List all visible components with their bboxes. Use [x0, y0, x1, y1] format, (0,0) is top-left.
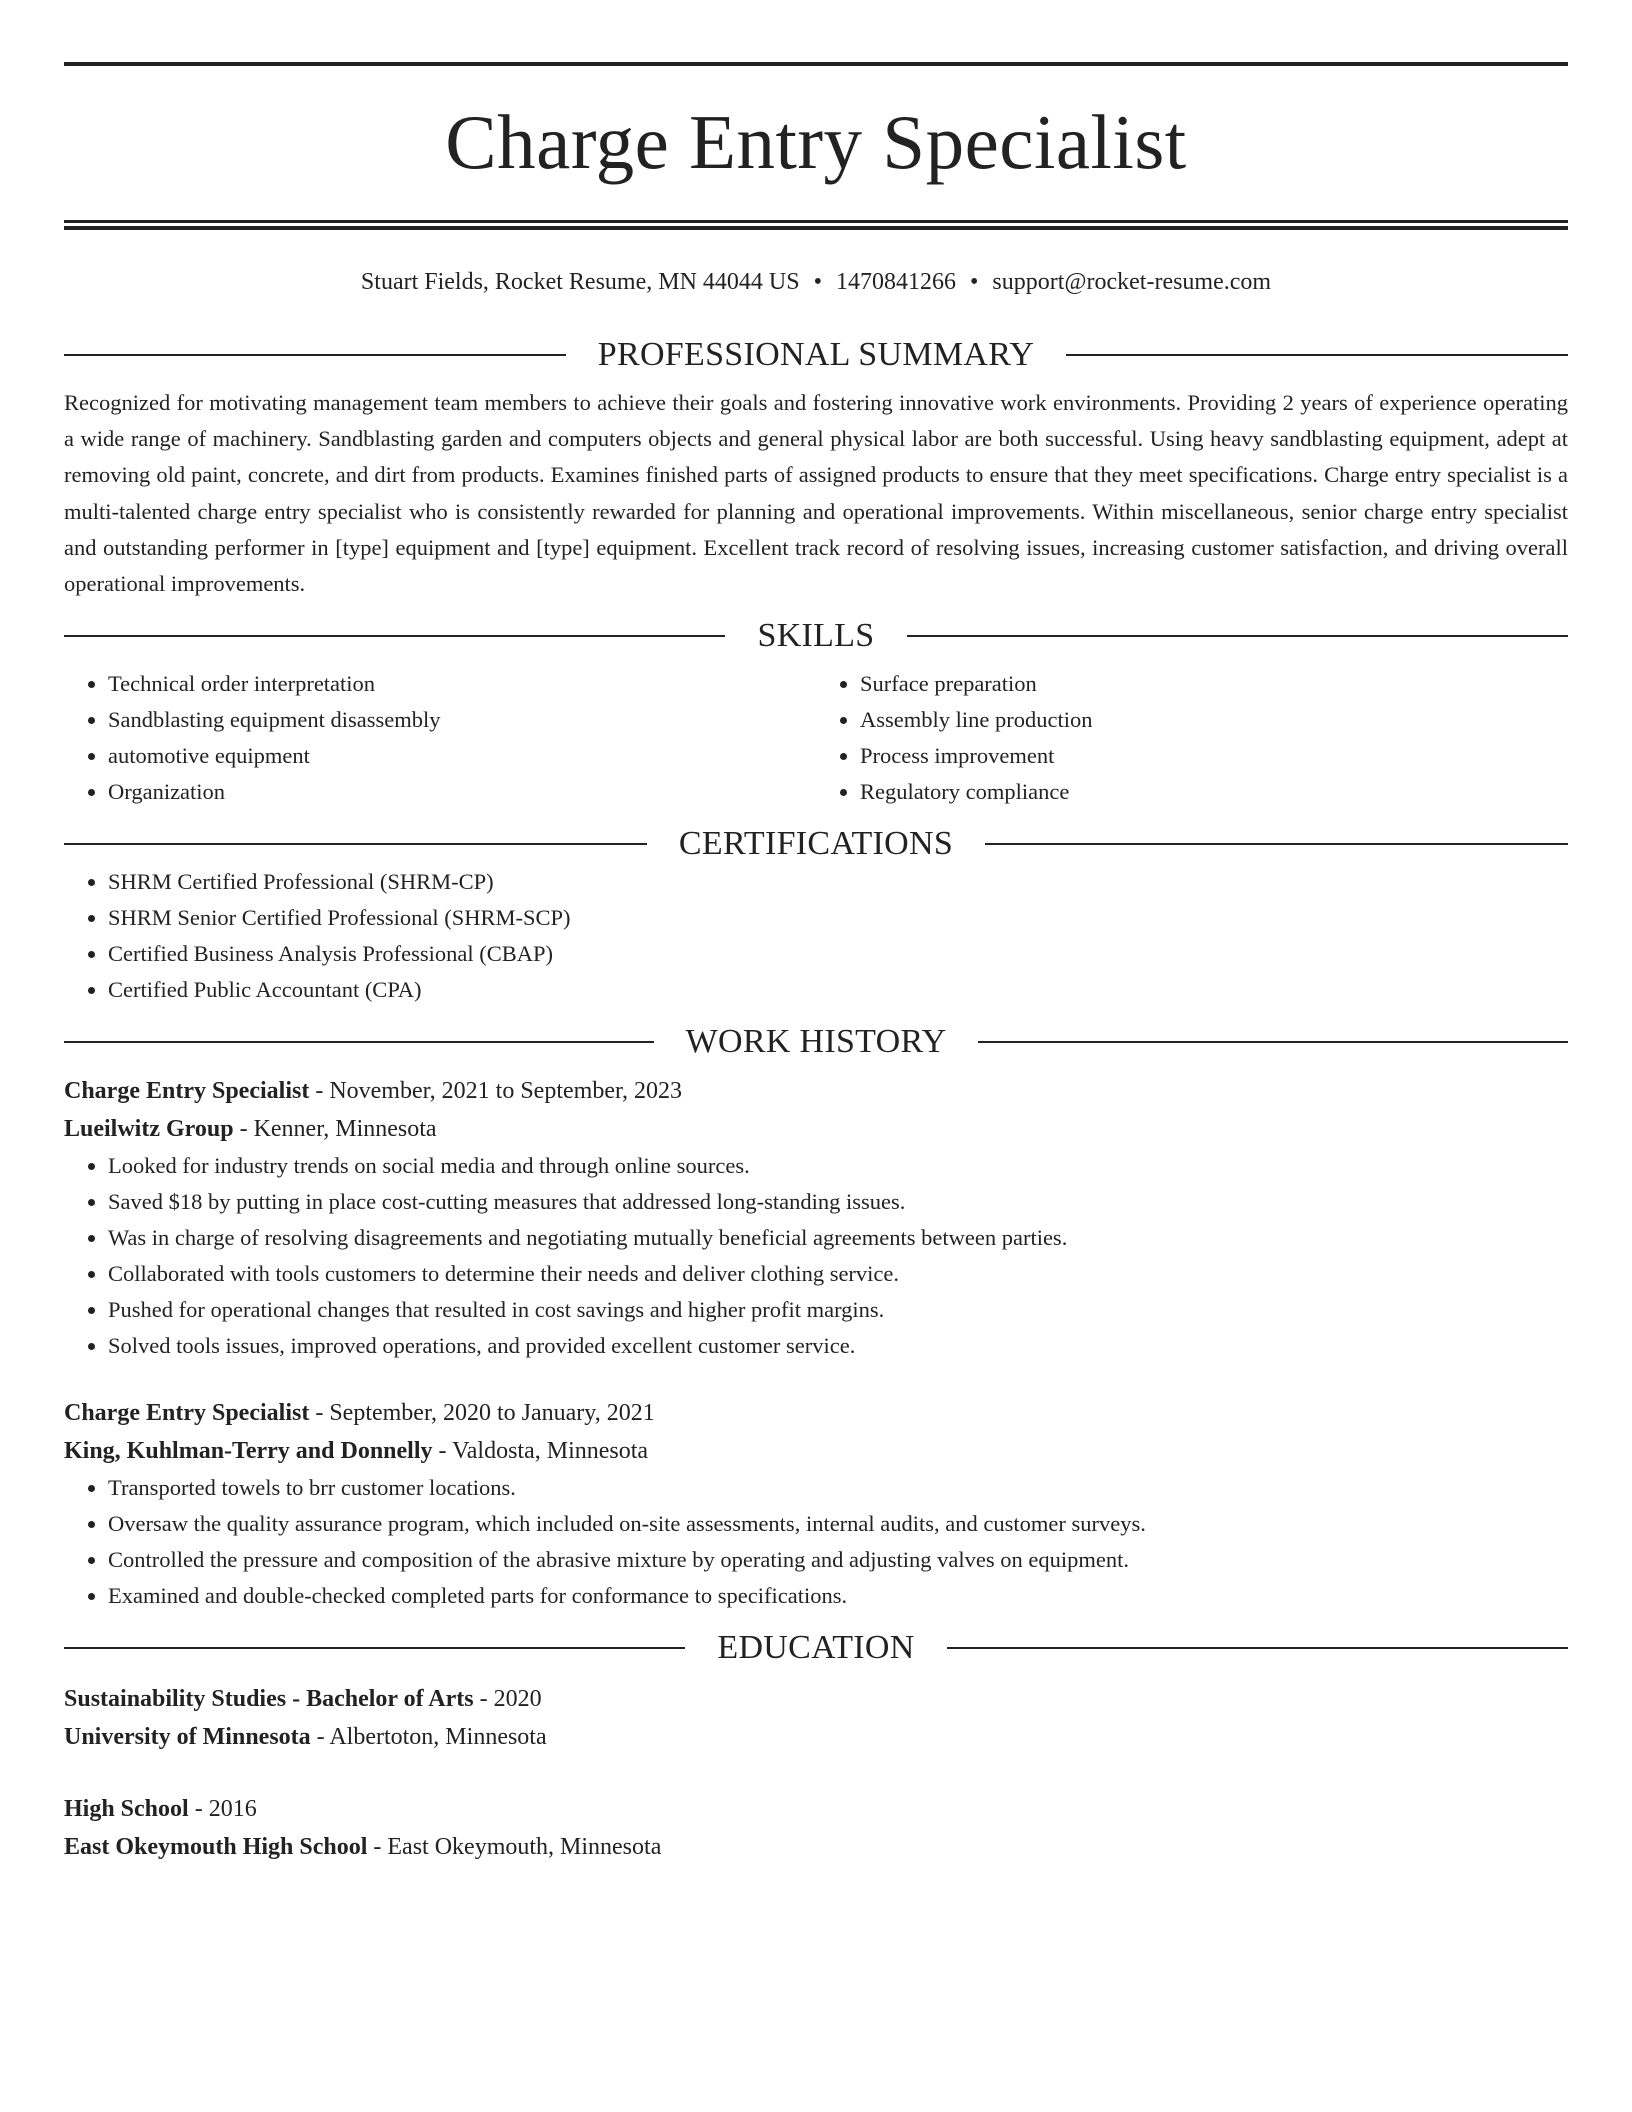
skills-list-left — [64, 666, 816, 810]
contact-separator: • — [813, 269, 822, 295]
summary-text: Recognized for motivating management team members to achieve their goals and fostering innovative work environments. Providing 2 years of experience operating a wide range of machinery. Sandblasting garden and computers objects and general physical labor are both successful. Using heavy sandblasting equipment, adept at removing old paint, concrete, and dirt from products. Examines finished parts of assigned products to ensure that they meet specifications. Charge entry specialist is a multi-talented charge entry specialist who is consistently rewarded for planning and operational improvements. Within miscellaneous, senior charge entry specialist and outstanding performer in [type] equipment and [type] equipment. Excellent track record of resolving issues, increasing customer satisfaction, and driving overall operational improvements. — [64, 390, 1568, 597]
section-title-skills: SKILLS — [757, 617, 875, 655]
job-location: - Valdosta, Minnesota — [432, 1438, 649, 1465]
education-degree: Sustainability Studies - Bachelor of Arts — [64, 1686, 474, 1713]
list-item: • SHRM Senior Certified Professional (SHRM-SCP) — [108, 900, 1568, 936]
skills-columns — [64, 666, 1568, 810]
education-school: East Okeymouth High School — [64, 1834, 368, 1861]
list-item: • Controlled the pressure and composition of the abrasive mixture by operating and adjusting valves on equipment. — [108, 1542, 1568, 1578]
list-item: • Sandblasting equipment disassembly — [108, 702, 816, 738]
section-title-summary: PROFESSIONAL SUMMARY — [597, 336, 1035, 373]
divider-line — [1066, 354, 1568, 356]
divider-line — [64, 635, 725, 637]
contact-separator: • — [969, 269, 979, 295]
contact-line — [64, 267, 1568, 297]
skills-list-right — [816, 666, 1568, 810]
job-title-line — [64, 1072, 1568, 1110]
education-location: - East Okeymouth, Minnesota — [367, 1834, 662, 1861]
job-dates: - September, 2020 to January, 2021 — [309, 1400, 655, 1427]
job-title-line — [64, 1394, 1568, 1432]
list-item: • Process improvement — [860, 738, 1568, 774]
certifications-list — [64, 864, 1568, 1008]
title-double-rule — [64, 220, 1568, 230]
list-item: • Surface preparation — [860, 666, 1568, 702]
education-school: University of Minnesota — [64, 1724, 311, 1751]
list-item: • Was in charge of resolving disagreements and negotiating mutually beneficial agreements between parties. — [108, 1220, 1568, 1256]
education-year: - 2016 — [188, 1796, 257, 1823]
divider-line — [978, 1041, 1568, 1043]
list-item: • Pushed for operational changes that resulted in cost savings and higher profit margins. — [108, 1292, 1568, 1328]
job-role: Charge Entry Specialist — [64, 1400, 310, 1427]
education-location: - Albertoton, Minnesota — [310, 1724, 547, 1751]
job-role: Charge Entry Specialist — [64, 1078, 310, 1105]
education-school-line — [64, 1828, 1568, 1866]
education-degree: High School — [64, 1796, 189, 1823]
divider-line — [64, 843, 647, 845]
section-header-skills — [64, 616, 1568, 656]
contact-phone: 1470841266 — [835, 269, 956, 295]
divider-line — [947, 1647, 1568, 1649]
divider-line — [64, 1041, 654, 1043]
divider-line — [64, 1647, 685, 1649]
list-item: • Regulatory compliance — [860, 774, 1568, 810]
section-title-work-history: WORK HISTORY — [685, 1023, 947, 1061]
job-bullets — [64, 1148, 1568, 1364]
list-item: • Oversaw the quality assurance program, which included on-site assessments, internal audits, and customer surveys. — [108, 1506, 1568, 1542]
education-entry — [64, 1790, 1568, 1866]
list-item: • Certified Business Analysis Professional (CBAP) — [108, 936, 1568, 972]
list-item: • Technical order interpretation — [108, 666, 816, 702]
job-entry — [64, 1394, 1568, 1614]
list-item: • Examined and double-checked completed parts for conformance to specifications. — [108, 1578, 1568, 1614]
job-dates: - November, 2021 to September, 2023 — [309, 1078, 682, 1105]
list-item: • Transported towels to brr customer locations. — [108, 1470, 1568, 1506]
contact-address: Stuart Fields, Rocket Resume, MN 44044 US — [360, 269, 800, 295]
list-item: • Collaborated with tools customers to determine their needs and deliver clothing service. — [108, 1256, 1568, 1292]
list-item: • automotive equipment — [108, 738, 816, 774]
education-school-line — [64, 1718, 1568, 1756]
job-entry — [64, 1072, 1568, 1364]
section-header-certifications — [64, 824, 1568, 864]
job-company-line — [64, 1110, 1568, 1148]
section-title-education: EDUCATION — [717, 1629, 915, 1667]
list-item: • SHRM Certified Professional (SHRM-CP) — [108, 864, 1568, 900]
section-title-certifications: CERTIFICATIONS — [678, 825, 954, 863]
contact-email: support@rocket-resume.com — [992, 269, 1272, 295]
divider-line — [907, 635, 1568, 637]
list-item: • Certified Public Accountant (CPA) — [108, 972, 1568, 1008]
list-item: • Assembly line production — [860, 702, 1568, 738]
list-item: • Looked for industry trends on social media and through online sources. — [108, 1148, 1568, 1184]
job-bullets — [64, 1470, 1568, 1614]
resume-title: Charge Entry Specialist — [445, 99, 1187, 185]
job-company: King, Kuhlman-Terry and Donnelly — [64, 1438, 433, 1465]
section-header-work-history — [64, 1022, 1568, 1062]
education-entry — [64, 1680, 1568, 1756]
job-company: Lueilwitz Group — [64, 1116, 234, 1143]
divider-line — [64, 354, 566, 356]
top-rule — [64, 62, 1568, 66]
education-degree-line — [64, 1790, 1568, 1828]
education-year: - 2020 — [473, 1686, 542, 1713]
section-header-education — [64, 1628, 1568, 1668]
list-item: • Organization — [108, 774, 816, 810]
education-degree-line — [64, 1680, 1568, 1718]
list-item: • Solved tools issues, improved operations, and provided excellent customer service. — [108, 1328, 1568, 1364]
list-item: • Saved $18 by putting in place cost-cutting measures that addressed long-standing issues. — [108, 1184, 1568, 1220]
job-company-line — [64, 1432, 1568, 1470]
divider-line — [985, 843, 1568, 845]
section-header-summary — [64, 335, 1568, 375]
job-location: - Kenner, Minnesota — [233, 1116, 437, 1143]
resume-page — [64, 62, 1568, 1866]
